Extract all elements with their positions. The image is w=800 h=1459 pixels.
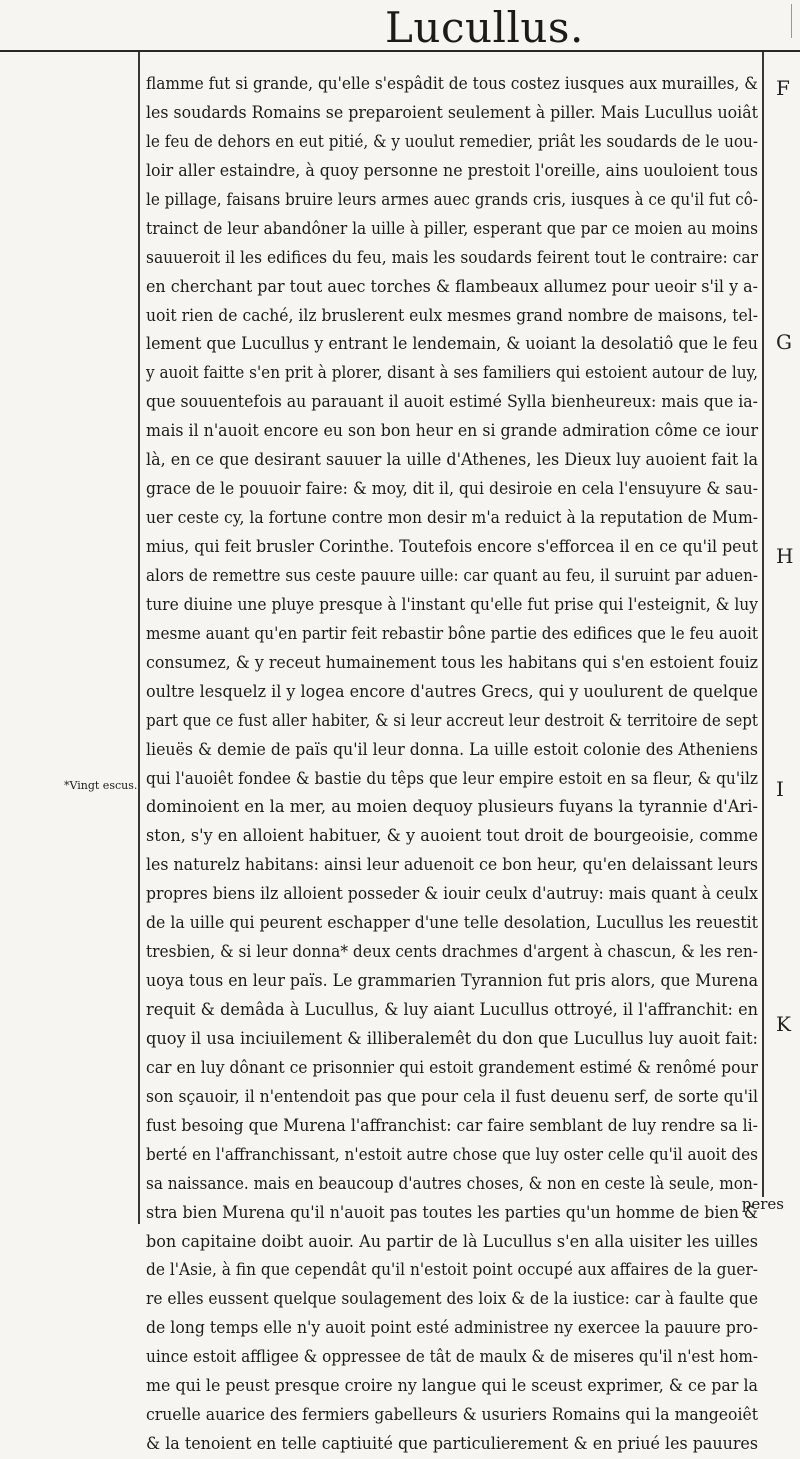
text-line: uince estoit affligee & oppressee de tât de maulx & de miseres qu'il n'est hom- bbox=[146, 1347, 758, 1368]
text-line: uoya tous en leur païs. Le grammarien Tyrannion fut pris alors, que Murena bbox=[146, 971, 758, 992]
text-line: de l'Asie, à fin que cependât qu'il n'estoit point occupé aux affaires de la guer- bbox=[146, 1260, 758, 1281]
text-line: que souuentefois au parauant il auoit estimé Sylla bienheureux: mais que ia- bbox=[146, 392, 758, 413]
right-margin-rule bbox=[762, 52, 764, 1197]
text-line: re elles eussent quelque soulagement des loix & de la iustice: car à faulte que bbox=[146, 1289, 758, 1310]
text-line: propres biens ilz alloient posseder & iouir ceulx d'autruy: mais quant à ceulx bbox=[146, 884, 758, 905]
text-line: alors de remettre sus ceste pauure uille: car quant au feu, il suruint par aduen- bbox=[146, 565, 758, 586]
text-line: trainct de leur abandôner la uille à piller, esperant que par ce moien au moins bbox=[146, 218, 758, 239]
section-marker-k: K bbox=[776, 1012, 791, 1036]
left-margin-rule bbox=[138, 52, 140, 1224]
text-line: bon capitaine doibt auoir. Au partir de là Lucullus s'en alla uisiter les uilles bbox=[146, 1231, 758, 1252]
section-marker-h: H bbox=[776, 544, 794, 568]
text-line: sa naissance. mais en beaucoup d'autres choses, & non en ceste là seule, mon- bbox=[146, 1173, 758, 1194]
text-line: de long temps elle n'y auoit point esté administree ny exercee la pauure pro- bbox=[146, 1318, 758, 1339]
text-line: dominoient en la mer, au moien dequoy plusieurs fuyans la tyrannie d'Ari- bbox=[146, 797, 758, 818]
text-line: lieuës & demie de païs qu'il leur donna. La uille estoit colonie des Atheniens bbox=[146, 739, 758, 760]
text-line: les naturelz habitans: ainsi leur aduenoit ce bon heur, qu'en delaissant leurs bbox=[146, 855, 758, 876]
text-line: ture diuine une pluye presque à l'instant qu'elle fut prise qui l'esteignit, & luy bbox=[146, 594, 758, 615]
text-line: uer ceste cy, la fortune contre mon desir m'a reduict à la reputation de Mum- bbox=[146, 508, 758, 529]
running-title: Lucullus. bbox=[385, 3, 584, 52]
text-line: qui l'auoiêt fondee & bastie du têps que leur empire estoit en sa fleur, & qu'ilz bbox=[146, 768, 758, 789]
text-line: lement que Lucullus y entrant le lendemain, & uoiant la desolatiô que le feu bbox=[146, 334, 758, 355]
text-line: flamme fut si grande, qu'elle s'espâdit de tous costez iusques aux murailles, & bbox=[146, 74, 758, 94]
text-line: quoy il usa inciuilement & illiberalemêt du don que Lucullus luy auoit fait: bbox=[146, 1028, 758, 1049]
text-line: oultre lesquelz il y logea encore d'autres Grecs, qui y uoulurent de quelque bbox=[146, 681, 758, 702]
catchword: peres bbox=[741, 1195, 784, 1213]
text-line: en cherchant par tout auec torches & flambeaux allumez pour ueoir s'il y a- bbox=[146, 276, 758, 297]
page-edge bbox=[791, 4, 798, 38]
text-line: requit & demâda à Lucullus, & luy aiant Lucullus ottroyé, il l'affranchit: en bbox=[146, 1000, 758, 1020]
body-text bbox=[146, 70, 762, 1459]
text-line: là, en ce que desirant sauuer la uille d'Athenes, les Dieux luy auoient fait la bbox=[146, 450, 758, 471]
text-line: le pillage, faisans bruire leurs armes auec grands cris, iusques à ce qu'il fut cô- bbox=[146, 189, 758, 210]
text-line: le feu de dehors en eut pitié, & y uoulut remedier, priât les soudards de le uou- bbox=[146, 131, 758, 152]
section-marker-i: I bbox=[776, 777, 784, 801]
text-line: de la uille qui peurent eschapper d'une telle desolation, Lucullus les reuestit bbox=[146, 913, 758, 934]
text-line: consumez, & y receut humainement tous les habitans qui s'en estoient fouiz bbox=[146, 652, 758, 673]
text-line: mius, qui feit brusler Corinthe. Toutefois encore s'efforcea il en ce qu'il peut bbox=[146, 537, 758, 557]
marginal-note: *Vingt escus. bbox=[64, 779, 138, 792]
text-line: grace de le pouuoir faire: & moy, dit il, qui desiroie en cela l'ensuyure & sau- bbox=[146, 479, 758, 500]
text-line: berté en l'affranchissant, n'estoit autre chose que luy oster celle qu'il auoit des bbox=[146, 1144, 758, 1165]
text-line: mesme auant qu'en partir feit rebastir bône partie des edifices que le feu auoit bbox=[146, 623, 758, 644]
text-line: tresbien, & si leur donna* deux cents drachmes d'argent à chascun, & les ren- bbox=[146, 942, 758, 963]
text-line: loir aller estaindre, à quoy personne ne prestoit l'oreille, ains uouloient tous bbox=[146, 160, 758, 181]
section-marker-g: G bbox=[776, 330, 792, 354]
text-line: & la tenoient en telle captiuité que particulierement & en priué les pauures bbox=[146, 1434, 758, 1455]
text-line: stra bien Murena qu'il n'auoit pas toutes les parties qu'un homme de bien & bbox=[146, 1202, 758, 1223]
text-line: cruelle auarice des fermiers gabelleurs & usuriers Romains qui la mangeoiêt bbox=[146, 1405, 758, 1426]
text-line: car en luy dônant ce prisonnier qui estoit grandement estimé & renômé pour bbox=[146, 1057, 758, 1078]
text-line: part que ce fust aller habiter, & si leur accreut leur destroit & territoire de sept bbox=[146, 710, 758, 731]
text-line: mais il n'auoit encore eu son bon heur en si grande admiration côme ce iour bbox=[146, 421, 758, 442]
text-line: uoit rien de caché, ilz bruslerent eulx mesmes grand nombre de maisons, tel- bbox=[146, 305, 758, 326]
text-line: les soudards Romains se preparoient seulement à piller. Mais Lucullus uoiât bbox=[146, 102, 758, 123]
text-line: son sçauoir, il n'entendoit pas que pour cela il fust deuenu serf, de sorte qu'il bbox=[146, 1086, 758, 1107]
section-marker-f: F bbox=[776, 76, 790, 100]
text-line: ston, s'y en alloient habituer, & y auoient tout droit de bourgeoisie, comme bbox=[146, 826, 758, 847]
text-line: fust besoing que Murena l'affranchist: car faire semblant de luy rendre sa li- bbox=[146, 1115, 758, 1136]
text-line: me qui le peust presque croire ny langue qui le sceust exprimer, & ce par la bbox=[146, 1376, 758, 1397]
text-line: y auoit faitte s'en prit à plorer, disant à ses familiers qui estoient autour de luy, bbox=[146, 363, 758, 384]
text-line: sauueroit il les edifices du feu, mais les soudards feirent tout le contraire: car bbox=[146, 247, 758, 268]
